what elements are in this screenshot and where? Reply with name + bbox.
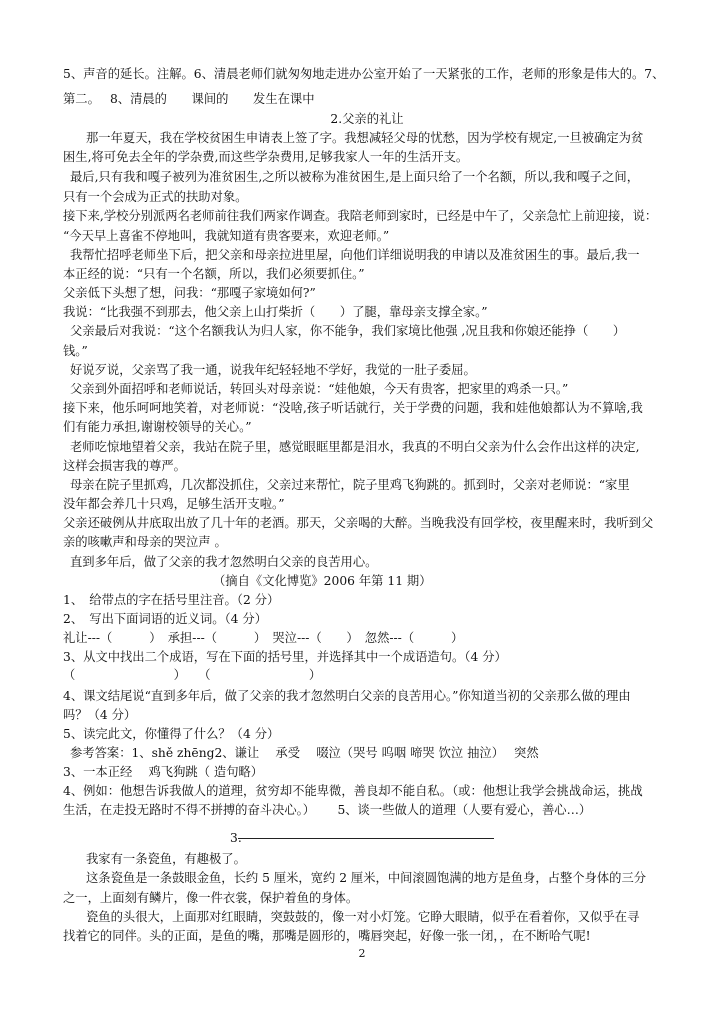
paragraph-line: 之一，上面刻有鳞片，像一件衣裳，保护着鱼的身体。 (63, 891, 359, 905)
paragraph-line: 母亲在院子里抓鸡，几次都没抓住，父亲过来帮忙，院子里鸡飞狗跳的。抓到时，父亲对老师说：“家里 (70, 478, 630, 492)
paragraph-line: 父亲到外面招呼和老师说话，转回头对母亲说：“娃他娘，今天有贵客，把家里的鸡杀一只。” (70, 382, 569, 396)
paragraph-line: 接下来,学校分别派两名老师前往我们两家作调查。我陪老师到家时，已经是中午了，父亲急忙上前迎接，说： (63, 209, 658, 223)
paragraph-line: 父亲还破例从井底取出放了几十年的老酒。那天，父亲喝的大醉。当晚我没有回学校，夜里醒来时，我听到父 (63, 516, 654, 530)
paragraph-line: 本正经的说：“只有一个名额，所以，我们必须要抓住。” (63, 267, 365, 281)
question-line: 5、读完此文，你懂得了什么？（4 分） (63, 727, 280, 741)
paragraph-line: 找着它的同伴。头的正面，是鱼的嘴，那嘴是圆形的，嘴唇突起，好像一张一闭，，在不断哈气呢! (63, 929, 591, 943)
paragraph-line: 这条瓷鱼是一条鼓眼金鱼，长约 5 厘米，宽约 2 厘米，中间滚圆饱满的地方是鱼身，占整个身体的三分 (86, 871, 647, 885)
paragraph-line: 我家有一条瓷鱼，有趣极了。 (86, 852, 246, 866)
paragraph-line: 我帮忙招呼老师坐下后，把父亲和母亲拉进里屋，向他们详细说明我的申请以及准贫困生的事。最后,我一 (70, 248, 640, 262)
paragraph-line: 我说：“比我强不到那去，他父亲上山打柴折（ ）了腿，靠母亲支撑全家。” (63, 305, 488, 319)
paragraph-line: 最后,只有我和嘎子被列为准贫困生,之所以被称为准贫困生,是上面只给了一个名额，所以,我和嘎子之间， (70, 170, 639, 184)
question-line: 1、 给带点的字在括号里注音。（2 分） (63, 593, 280, 607)
question-line: 3、从文中找出二个成语，写在下面的括号里，并选择其中一个成语造句。（4 分） (63, 650, 507, 664)
paragraph-line: 接下来，他乐呵呵地笑着，对老师说：“没啥,孩子听话就行，关于学费的问题，我和娃他娘都认为不算啥,我 (63, 401, 643, 415)
paragraph-line: 那一年夏天，我在学校贫困生申请表上签了字。我想减轻父母的忧愁，因为学校有规定,一旦被确定为贫 (86, 131, 644, 145)
paragraph-line: 瓷鱼的头很大，上面那对红眼睛，突鼓鼓的，像一对小灯笼。它睁大眼睛，似乎在看着你，又似乎在寻 (86, 910, 640, 924)
paragraph-line: 钱。” (63, 344, 88, 358)
answer-key-line: 生活，在走投无路时不得不拼搏的奋斗决心。） 5、谈一些做人的道理（人要有爱心，善心…） (63, 803, 592, 817)
paragraph-line: 这样会损害我的尊严。 (63, 459, 186, 473)
paragraph-line: 们有能力承担,谢谢校领导的关心。” (63, 420, 252, 434)
paragraph-line: 困生,将可免去全年的学杂费,而这些学杂费用,足够我家人一年的生活开支。 (63, 150, 469, 164)
source-citation: （摘自《文化博览》2006 年第 11 期） (213, 574, 432, 588)
question-line: 吗？（4 分） (63, 708, 137, 722)
paragraph-line: 父亲最后对我说：“这个名额我认为归人家，你不能争，我们家境比他强 ,况且我和你娘还能挣（ ） (70, 324, 626, 338)
question-line: 2、 写出下面词语的近义词。（4 分） (63, 612, 268, 626)
section-number: 3. (230, 831, 242, 845)
answer-line: 5、声音的延长。注解。6、清晨老师们就匆匆地走进办公室开始了一天紧张的工作，老师的形象是伟大的。7、 (63, 67, 665, 81)
question-line: 礼让---（ ） 承担---（ ） 哭泣---（ ） 忽然---（ ） (63, 631, 464, 645)
paragraph-line: “今天早上喜雀不停地叫，我就知道有贵客要来，欢迎老师。” (63, 229, 390, 243)
paragraph-line: 没年都会养几十只鸡，足够生活开支啦。” (63, 497, 285, 511)
question-line: （ ） （ ） (63, 668, 322, 682)
page-number: 2 (358, 947, 366, 960)
question-line: 4、课文结尾说“直到多年后，做了父亲的我才忽然明白父亲的良苦用心。”你知道当初的父亲那么做的理由 (63, 689, 631, 703)
answer-key-line: 4、例如：他想告诉我做人的道理，贫穷却不能卑微，善良却不能自私。（或：他想让我学会挑战命运，挑战 (63, 784, 643, 798)
title-blank-line (238, 838, 494, 839)
answer-line: 第二。 8、清晨的 课间的 发生在课中 (63, 92, 315, 106)
paragraph-line: 只有一个会成为正式的扶助对象。 (63, 190, 248, 204)
paragraph-line: 直到多年后，做了父亲的我才忽然明白父亲的良苦用心。 (70, 555, 378, 569)
paragraph-line: 好说歹说，父亲骂了我一通，说我年纪轻轻地不学好，我觉的一肚子委屈。 (70, 363, 476, 377)
answer-key-line: 参考答案：1、shě zhēng2、谦让 承受 啜泣（哭号 呜咽 啼哭 饮泣 抽泣） 突然 (70, 746, 539, 760)
paragraph-line: 父亲低下头想了想，问我：“那嘎子家境如何?” (63, 286, 316, 300)
paragraph-line: 老师吃惊地望着父亲，我站在院子里，感觉眼眶里都是泪水，我真的不明白父亲为什么会作出这样的决定, (70, 440, 640, 454)
answer-key-line: 3、一本正经 鸡飞狗跳（ 造句略） (63, 765, 264, 779)
section-title: 2.父亲的礼让 (330, 112, 404, 126)
paragraph-line: 亲的咳嗽声和母亲的哭泣声 。 (63, 535, 227, 549)
